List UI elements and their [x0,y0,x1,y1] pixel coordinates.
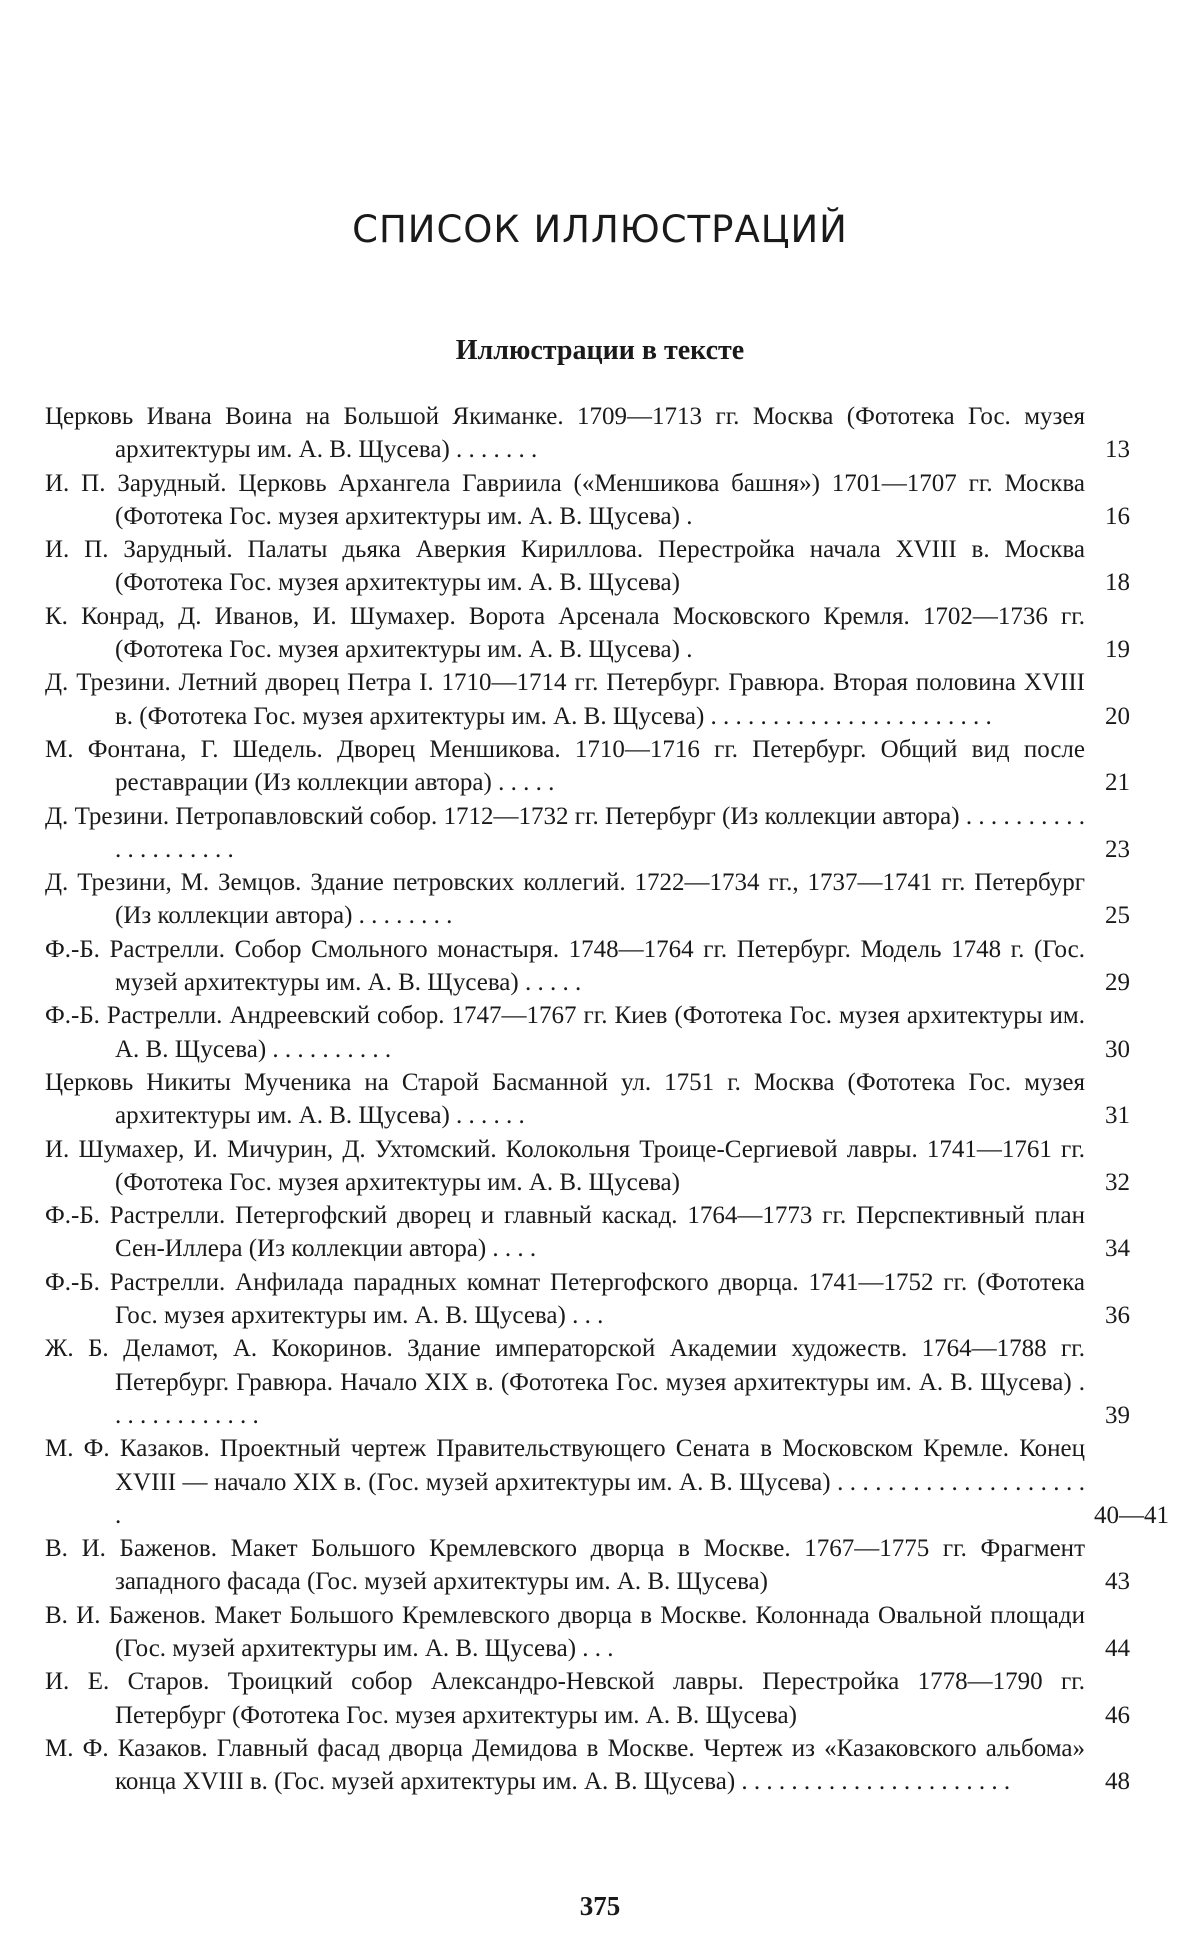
list-item [45,1432,1169,1532]
entry-text: И. Шумахер, И. Мичурин, Д. Ухтомский. Колокольня Троице-Сергиевой лавры. 1741—1761 гг. (Фототека Гос. музея архитектуры им. А. В. Щусева) [45,1135,1085,1196]
entry-text: Д. Трезини. Летний дворец Петра I. 1710—1714 гг. Петербург. Гравюра. Вторая половина XVIII в. (Фототека Гос. музея архитектуры им. А. В. Щусева) . . . . . . . . . . . . . . . . . . . . . . . [45,669,1085,730]
entry-page-number: 39 [1105,1401,1130,1429]
entry-page-number: 19 [1105,636,1130,664]
entry-text: Д. Трезини, М. Земцов. Здание петровских коллегий. 1722—1734 гг., 1737—1741 гг. Петербург (Из коллекции автора) . . . . . . . . [45,869,1085,930]
entry-text: Ф.-Б. Растрелли. Собор Смольного монастыря. 1748—1764 гг. Петербург. Модель 1748 г. (Гос. музей архитектуры им. А. В. Щусева) . . . . . [45,935,1085,997]
list-item [45,467,1165,534]
list-item [45,1532,1165,1599]
entry-page-number: 16 [1105,502,1130,530]
entry-text: Ж. Б. Деламот, А. Кокоринов. Здание императорской Академии художеств. 1764—1788 гг. Петербург. Гравюра. Начало XIX в. (Фототека Гос. музея архитектуры им. А. В. Щусева) . . . . . . . . . . . . . [45,1335,1085,1429]
entry-text: В. И. Баженов. Макет Большого Кремлевского дворца в Москве. Колоннада Овальной площади (Гос. музей архитектуры им. А. В. Щусева) . . . [45,1601,1085,1662]
list-item [45,999,1165,1066]
entry-page-number: 30 [1105,1035,1130,1063]
entry-text: И. П. Зарудный. Церковь Архангела Гавриила («Меншикова башня») 1701—1707 гг. Москва (Фототека Гос. музея архитектуры им. А. В. Щусева) . [45,469,1085,530]
list-item [45,400,1165,467]
entry-page-number: 23 [1105,835,1130,863]
entry-page-number: 20 [1105,702,1130,730]
entry-page-number: 43 [1105,1568,1130,1596]
entry-page-number: 40—41 [1094,1501,1169,1529]
entry-page-number: 29 [1105,969,1130,997]
entry-page-number: 36 [1105,1302,1130,1330]
entry-page-number: 34 [1105,1235,1130,1263]
list-item [45,933,1165,1000]
entry-text: М. Ф. Казаков. Проектный чертеж Правительствующего Сената в Московском Кремле. Конец XVIII — начало XIX в. (Гос. музей архитектуры им. А. В. Щусева) . . . . . . . . . . . . . . . . . . . . . [45,1435,1085,1529]
entry-text: М. Ф. Казаков. Главный фасад дворца Демидова в Москве. Чертеж из «Казаковского альбома» конца XVIII в. (Гос. музей архитектуры им. А. В. Щусева) . . . . . . . . . . . . . . . . . . . . . . [45,1734,1085,1796]
illustration-list [45,400,1169,1798]
entry-page-number: 25 [1105,902,1130,930]
entry-text: И. Е. Старов. Троицкий собор Александро-Невской лавры. Перестройка 1778—1790 гг. Петербург (Фототека Гос. музея архитектуры им. А. В. Щусева) [45,1668,1085,1729]
entry-page-number: 46 [1105,1701,1130,1729]
entry-page-number: 21 [1105,769,1130,797]
entry-text: И. П. Зарудный. Палаты дьяка Аверкия Кириллова. Перестройка начала XVIII в. Москва (Фототека Гос. музея архитектуры им. А. В. Щусева) [45,536,1085,597]
list-item [45,800,1165,867]
entry-text: Церковь Никиты Мученика на Старой Басманной ул. 1751 г. Москва (Фототека Гос. музея архитектуры им. А. В. Щусева) . . . . . . [45,1068,1085,1130]
page-title: СПИСОК ИЛЛЮСТРАЦИЙ [352,208,848,251]
entry-page-number: 44 [1105,1634,1130,1662]
list-item [45,1732,1165,1799]
list-item [45,866,1165,933]
section-heading: Иллюстрации в тексте [455,335,745,366]
list-item [45,1332,1165,1432]
entry-page-number: 48 [1105,1768,1130,1796]
entry-text: Ф.-Б. Растрелли. Андреевский собор. 1747—1767 гг. Киев (Фототека Гос. музея архитектуры им. А. В. Щусева) . . . . . . . . . . [45,1002,1085,1063]
list-item [45,533,1165,600]
entry-page-number: 18 [1105,569,1130,597]
list-item [45,1133,1165,1200]
list-item [45,733,1165,800]
entry-text: Ф.-Б. Растрелли. Петергофский дворец и главный каскад. 1764—1773 гг. Перспективный план Сен-Иллера (Из коллекции автора) . . . . [45,1202,1085,1263]
entry-page-number: 13 [1105,436,1130,464]
entry-text: Церковь Ивана Воина на Большой Якиманке. 1709—1713 гг. Москва (Фототека Гос. музея архитектуры им. А. В. Щусева) . . . . . . . [45,403,1085,464]
entry-page-number: 32 [1105,1168,1130,1196]
entry-text: В. И. Баженов. Макет Большого Кремлевского дворца в Москве. 1767—1775 гг. Фрагмент западного фасада (Гос. музей архитектуры им. А. В. Щусева) [45,1535,1085,1596]
page-number: 375 [579,1891,621,1921]
list-item [45,666,1165,733]
list-item [45,1199,1165,1266]
list-item [45,1066,1165,1133]
entry-text: Ф.-Б. Растрелли. Анфилада парадных комнат Петергофского дворца. 1741—1752 гг. (Фототека Гос. музея архитектуры им. А. В. Щусева) . . . [45,1268,1085,1330]
list-item [45,1599,1165,1666]
entry-text: К. Конрад, Д. Иванов, И. Шумахер. Ворота Арсенала Московского Кремля. 1702—1736 гг. (Фототека Гос. музея архитектуры им. А. В. Щусева) . [45,602,1085,664]
list-item [45,1665,1165,1732]
entry-text: М. Фонтана, Г. Шедель. Дворец Меншикова. 1710—1716 гг. Петербург. Общий вид после реставрации (Из коллекции автора) . . . . . [45,735,1085,797]
entry-page-number: 31 [1105,1102,1130,1130]
list-item [45,1266,1165,1333]
entry-text: Д. Трезини. Петропавловский собор. 1712—1732 гг. Петербург (Из коллекции автора) . . . . . . . . . . . . . . . . . . . . [45,802,1085,863]
list-item [45,600,1165,667]
